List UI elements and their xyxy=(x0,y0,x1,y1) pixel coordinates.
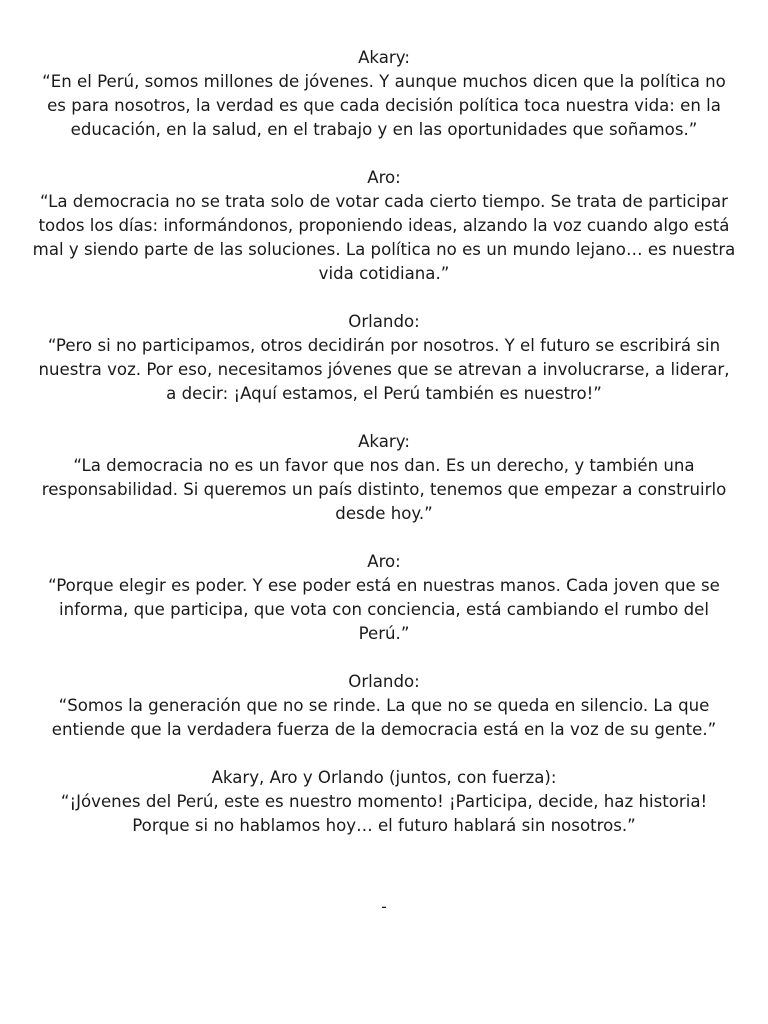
dialogue-quote: “¡Jóvenes del Perú, este es nuestro momento! ¡Participa, decide, haz historia! Porque si no hablamos hoy… el futuro hablará sin nosotros.” xyxy=(60,792,708,835)
dialogue-quote: “La democracia no es un favor que nos dan. Es un derecho, y también una responsabilidad. Si queremos un país distinto, tenemos que empezar a construirlo desde hoy.” xyxy=(41,456,727,523)
speaker-name: Akary, Aro y Orlando (juntos, con fuerza): xyxy=(211,768,557,787)
speaker-name: Orlando: xyxy=(348,312,420,331)
dialogue-block-all xyxy=(18,766,750,838)
dialogue-block-orlando-1 xyxy=(18,310,750,406)
speaker-name: Orlando: xyxy=(348,672,420,691)
dialogue-block-aro-1 xyxy=(18,166,750,286)
dialogue-block-orlando-2 xyxy=(18,670,750,742)
speaker-name: Aro: xyxy=(367,552,401,571)
dialogue-quote: “Pero si no participamos, otros decidirán por nosotros. Y el futuro se escribirá sin nuestra voz. Por eso, necesitamos jóvenes que se atrevan a involucrarse, a liderar, a decir: ¡Aquí estamos, el Perú también es nuestro!” xyxy=(38,336,730,403)
dialogue-quote: “En el Perú, somos millones de jóvenes. Y aunque muchos dicen que la política no es para nosotros, la verdad es que cada decisión política toca nuestra vida: en la educación, en la salud, en el trabajo y en las oportunidades que soñamos.” xyxy=(42,72,726,139)
dialogue-quote: “Somos la generación que no se rinde. La que no se queda en silencio. La que entiende que la verdadera fuerza de la democracia está en la voz de su gente.” xyxy=(51,696,717,739)
dialogue-block-akary-1 xyxy=(18,46,750,142)
dialogue-block-aro-2 xyxy=(18,550,750,646)
footer-dash: - xyxy=(381,897,387,916)
speaker-name: Aro: xyxy=(367,168,401,187)
dialogue-quote: “Porque elegir es poder. Y ese poder está en nuestras manos. Cada joven que se informa, que participa, que vota con conciencia, está cambiando el rumbo del Perú.” xyxy=(48,576,720,643)
dialogue-quote: “La democracia no se trata solo de votar cada cierto tiempo. Se trata de participar todos los días: informándonos, proponiendo ideas, alzando la voz cuando algo está mal y siendo parte de las soluciones. La política no es un mundo lejano… es nuestra vida cotidiana.” xyxy=(32,192,736,283)
dialogue-block-akary-2 xyxy=(18,430,750,526)
speaker-name: Akary: xyxy=(358,432,410,451)
speaker-name: Akary: xyxy=(358,48,410,67)
